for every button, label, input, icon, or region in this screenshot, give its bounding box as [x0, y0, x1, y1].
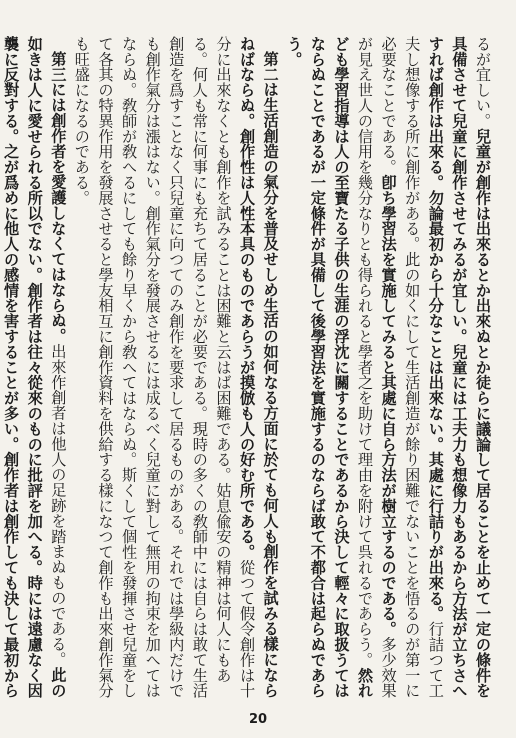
- text-segment: 第三には創作者を愛護しなくてはならぬ。: [49, 51, 68, 344]
- paragraph: [282, 36, 494, 708]
- text-segment: 卽ち學習法を實施してみると其處に自ら方法が樹立するのである。: [379, 174, 398, 637]
- text-segment: 其處に行詰りが出來る。: [426, 451, 445, 622]
- text-segment: 創作者は往々從來のものに批評を加へる。: [25, 282, 44, 576]
- text-segment: るが宜しい。: [474, 36, 492, 129]
- text-segment: 創作者は創作しても決して最初から: [2, 451, 21, 699]
- text-segment: 多少效果が見え世人の信用を幾分なりとも得られると學者之を助けて理由を附けて呉れるであらう。: [356, 36, 398, 699]
- text-segment: 行詰つて工夫し想像する所に創作がある。此の如くにして生活創造が餘り困難でないことを悟るのが第一に必要なことである。: [379, 36, 445, 699]
- text-segment: 勿論最初から十分なことは出來ない。: [426, 190, 445, 452]
- text-segment: 斯くして個性を發揮させ兒童をして各其の特異作用を發展させると學友相互に創作資料を供給する樣になつて創作も出來創作氣分も旺盛になるのである。: [72, 36, 139, 699]
- paragraph: [0, 36, 69, 708]
- page-number: 20: [248, 712, 268, 727]
- text-segment: 之が爲めに他人の感情を害することが多い。: [2, 143, 21, 452]
- text-segment: 兒童には工夫力も想像力もあるから方法が立ちさへすれば創作は出來る。: [426, 36, 469, 699]
- text-segment: 創作氣分を發展させるには成るべく兒童に對して無用の拘束を加へてはならぬ。: [120, 36, 162, 699]
- body-text: [2, 36, 494, 708]
- text-segment: 從つて假令創作は十分に出來なくとも創作を試みることは困難と云はば困難である。: [214, 36, 257, 699]
- paragraph: [69, 36, 281, 708]
- text-segment: 出來作創者は他人の足跡を踏まぬものである。: [49, 343, 68, 668]
- text-segment: それでは學級内だけでも創作氣分は漲はない。: [143, 36, 186, 699]
- text-segment: 姑息偸安の精神は何人にもある。何人も常に何事にも充ちて居ることが必要である。: [190, 36, 233, 683]
- text-segment: 兒童が創作は出來るとか出來ぬとか徒らに議論して居ることを止めて一定の條件を具備させて兒童に創作させてみるが宜しい。: [450, 36, 492, 699]
- text-segment: 現時の多くの敎師中には自らは敢て生活創造を爲すことなく只兒童に向つてのみ創作を要求して居るものがある。: [167, 36, 209, 699]
- text-segment: 然れども學習指導は人の至寶たる子供の生涯の浮沈に關することであるから決して輕々に取扱うてはならぬことであるが一定條件が具備して後學習法を實施するのならば敢て不都合は起らぬであらう。: [285, 36, 375, 699]
- text-segment: 時には遠慮なく因襲に反對する。: [2, 36, 44, 699]
- text-segment: 創作性は人性本具のものであらうが摸倣も人の好む所である。: [238, 128, 257, 560]
- text-segment: 敎師が敎へるにしても餘り早くから敎へてはならぬ。: [120, 97, 139, 468]
- text-segment: 第二は生活創造の氣分を普及せしめ生活の如何なる方面に於ても何人も創作を試みる樣にならねばならぬ。: [238, 36, 280, 698]
- text-segment: 此の如きは人に愛せられる所以でない。: [25, 36, 68, 699]
